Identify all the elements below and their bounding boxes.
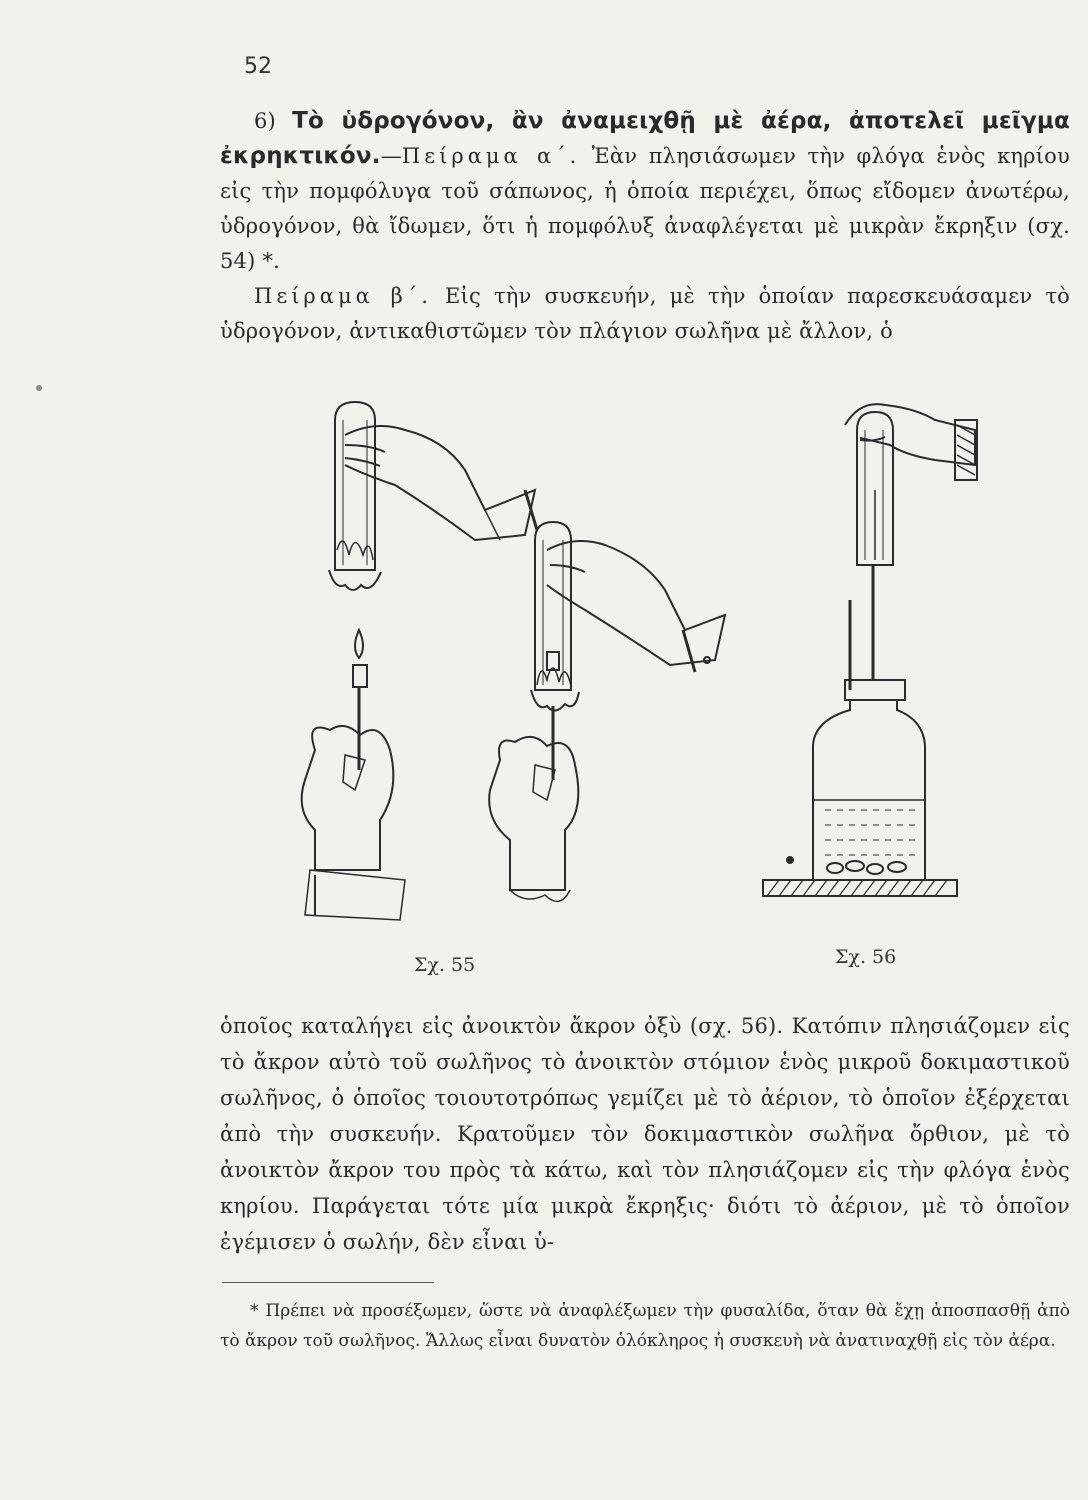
fig55-left-candle — [353, 630, 367, 770]
figures-illustration — [285, 390, 985, 930]
page-number: 52 — [244, 54, 272, 79]
experiment-2-label: Πείραμα β΄. — [254, 284, 432, 308]
fig55-left-holding-hand — [345, 426, 537, 540]
fig56-bottle — [787, 680, 925, 880]
fig56-delivery-tube — [850, 565, 873, 690]
footnote-divider — [222, 1282, 434, 1283]
experiment-1-text: Ἐὰν πλησιάσωμεν τὴν φλόγα ἑνὸς κηρίου εἰς τὴν πομφόλυγα τοῦ σάπωνος, ἡ ὁποία περιέχει, ὅπως εἴδομεν ἀνωτέρω, ὑδρογόνον, θὰ ἴδωμεν, ὅτι ἡ πομφόλυξ ἀναφλέγεται μὲ μικρὰν ἔκρηξιν (σχ. 54) *. — [220, 144, 1070, 273]
page-speck — [36, 385, 42, 391]
fig56-inverted-tube — [857, 412, 893, 565]
section-text — [220, 104, 1070, 349]
experiment-illustration — [285, 390, 985, 930]
fig55-right-test-tube — [531, 522, 579, 711]
fig55-left-lower-hand — [302, 726, 405, 920]
section-paragraph-2 — [220, 279, 1070, 349]
continuation-paragraph: ὁποῖος καταλήγει εἰς ἀνοικτὸν ἄκρον ὀξὺ (σχ. 56). Κατόπιν πλησιάζομεν εἰς τὸ ἄκρον αὐτὸ τοῦ σωλῆνος τὸ ἀνοικτὸν στόμιον ἑνὸς μικροῦ δοκιμαστικοῦ σωλῆνος, ὁ ὁποῖος τοιουτοτρόπως γεμίζει μὲ τὸ ἀέριον, τὸ ὁποῖον ἐξέρχεται ἀπὸ τὴν συσκευήν. Κρατοῦμεν τὸν δοκιμαστικὸν σωλῆνα ὄρθιον, μὲ τὸ ἀνοικτὸν ἄκρον του πρὸς τὰ κάτω, καὶ τὸν πλησιάζομεν εἰς τὴν φλόγα ἑνὸς κηρίου. Παράγεται τότε μία μικρὰ ἔκρηξις· διότι τὸ ἀέριον, μὲ τὸ ὁποῖον ἐγέμισεν ὁ σωλήν, δὲν εἶναι ὑ- — [220, 1014, 1070, 1254]
fig55-right-holding-hand — [547, 541, 725, 672]
section-paragraph-1 — [220, 104, 1070, 279]
continuation-text — [220, 1008, 1070, 1260]
heading-dash: — — [380, 144, 402, 168]
section-label: 6) — [254, 109, 276, 133]
fig56-base-plate — [763, 880, 957, 896]
experiment-1-label: Πείραμα α΄. — [401, 144, 581, 168]
experiment-2-text: Εἰς τὴν συσκευήν, μὲ τὴν ὁποίαν παρεσκευάσαμεν τὸ ὑδρογόνον, ἀντικαθιστῶμεν τὸν πλάγιον σωλῆνα μὲ ἄλλον, ὁ — [220, 284, 1070, 343]
figure-55-caption: Σχ. 55 — [414, 954, 476, 976]
figure-56-caption: Σχ. 56 — [835, 946, 897, 968]
fig55-right-lower-hand — [489, 706, 578, 901]
footnote — [220, 1296, 1070, 1356]
section-heading: Τὸ ὑδρογόνον, ἂν ἀναμειχθῇ μὲ ἀέρα, ἀποτελεῖ μεῖγμα ἐκρηκτικόν. — [220, 108, 1070, 169]
footnote-text: * Πρέπει νὰ προσέξωμεν, ὥστε νὰ ἀναφλέξωμεν τὴν φυσαλίδα, ὅταν θὰ ἔχῃ ἀποσπασθῇ ἀπὸ τὸ ἄκρον τοῦ σωλῆνος. Ἄλλως εἶναι δυνατὸν ὁλόκληρος ἡ συσκευὴ νὰ ἀνατιναχθῇ εἰς τὸν ἀέρα. — [220, 1301, 1070, 1351]
